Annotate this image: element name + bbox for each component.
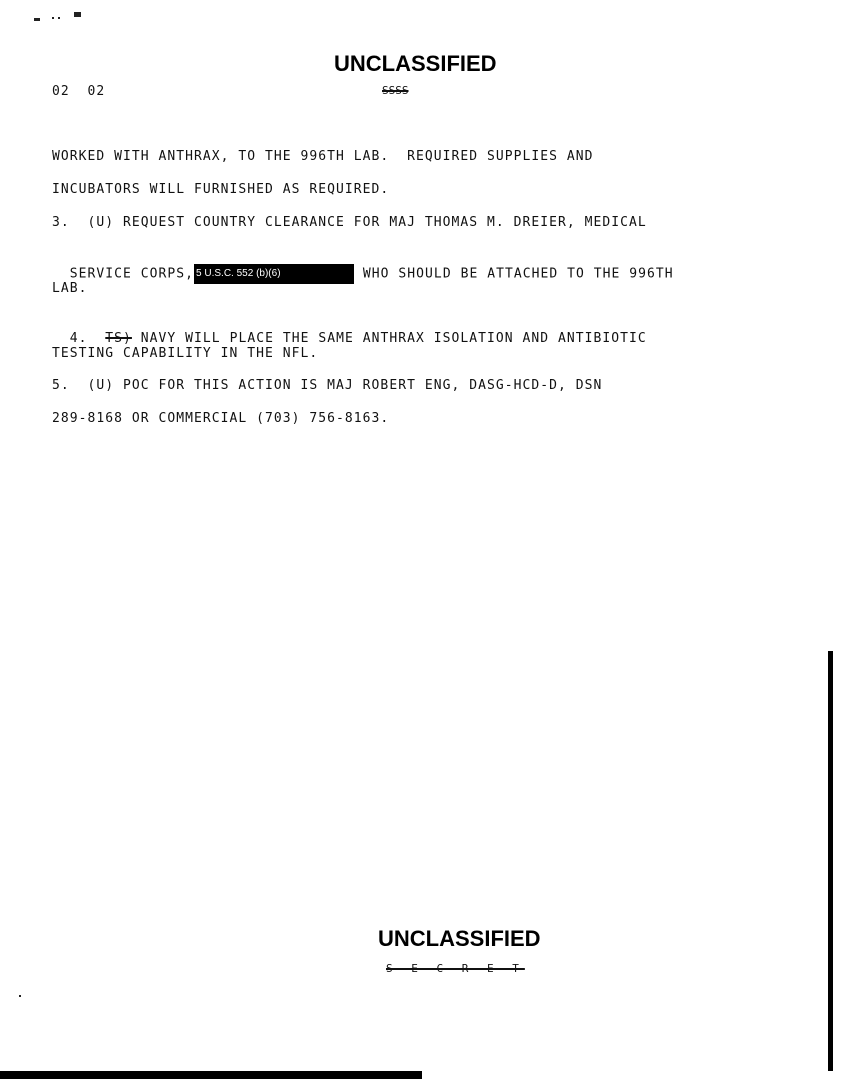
body-line-7: TESTING CAPABILITY IN THE NFL. xyxy=(52,346,319,361)
body-line-8: 5. (U) POC FOR THIS ACTION IS MAJ ROBERT ENG, DASG-HCD-D, DSN xyxy=(52,378,603,393)
body-line-6 xyxy=(52,312,647,346)
body-line-6-text: NAVY WILL PLACE THE SAME ANTHRAX ISOLATION AND ANTIBIOTIC xyxy=(131,331,647,346)
body-line-9: 289-8168 OR COMMERCIAL (703) 756-8163. xyxy=(52,411,390,426)
paragraph-number: 4. xyxy=(69,331,106,346)
struck-secret-marking: S E C R E T xyxy=(386,962,525,975)
scan-speck xyxy=(34,18,40,21)
body-line-4-start: SERVICE CORPS, xyxy=(69,266,195,282)
body-line-5: LAB. xyxy=(52,281,88,296)
body-line-1: WORKED WITH ANTHRAX, TO THE 996TH LAB. REQUIRED SUPPLIES AND xyxy=(52,149,594,164)
body-line-2: INCUBATORS WILL FURNISHED AS REQUIRED. xyxy=(52,182,390,197)
scan-speck xyxy=(58,17,60,19)
bottom-classification-marking: UNCLASSIFIED xyxy=(378,926,541,951)
scan-speck xyxy=(19,995,21,997)
body-line-4-end: WHO SHOULD BE ATTACHED TO THE 996TH xyxy=(354,266,674,282)
body-line-3: 3. (U) REQUEST COUNTRY CLEARANCE FOR MAJ THOMAS M. DREIER, MEDICAL xyxy=(52,215,647,230)
struck-ts-marking: TS) xyxy=(105,331,132,346)
body-line-4 xyxy=(52,246,674,282)
right-scan-border xyxy=(828,651,833,1071)
scan-speck xyxy=(52,17,54,19)
redaction-box: 5 U.S.C. 552 (b)(6) xyxy=(194,264,354,284)
top-classification-marking: UNCLASSIFIED xyxy=(334,51,497,76)
page-number: 02 02 xyxy=(52,84,106,99)
struck-classification-marking: SSSS xyxy=(382,84,409,97)
scan-speck xyxy=(74,12,81,17)
bottom-scan-border xyxy=(0,1071,422,1079)
